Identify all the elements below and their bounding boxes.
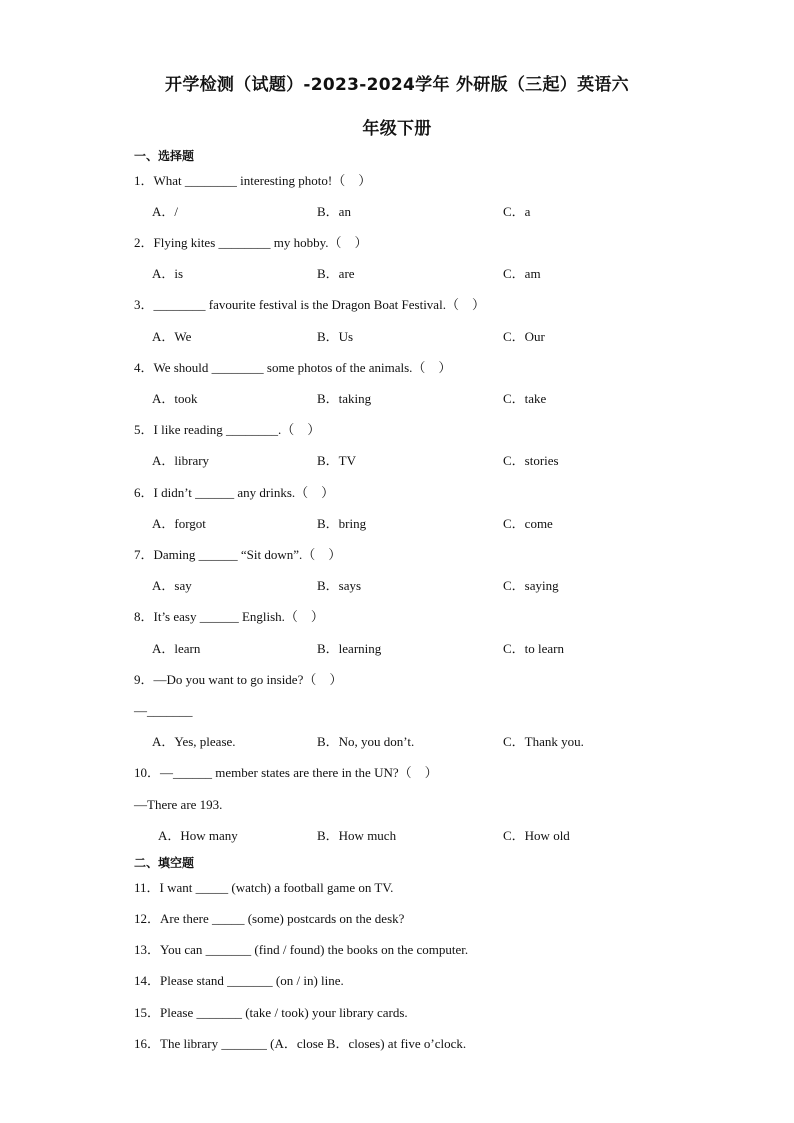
question-3-option-c: C．Our <box>503 329 545 344</box>
section-heading-choice: 一、选择题 <box>134 149 195 163</box>
question-3-option-a: A．We <box>152 329 192 344</box>
question-6-option-c: C．come <box>503 516 553 531</box>
question-9-option-b: B．No, you don’t. <box>317 734 415 749</box>
question-10-response-line: —There are 193. <box>134 797 223 812</box>
question-9-option-c: C．Thank you. <box>503 734 584 749</box>
question-12: 12．Are there _____ (some) postcards on the desk? <box>134 911 405 926</box>
question-4-option-c: C．take <box>503 391 547 406</box>
question-9-stem: 9．—Do you want to go inside?（ ） <box>134 672 343 687</box>
question-11: 11．I want _____ (watch) a football game on TV. <box>134 880 394 895</box>
question-2-option-b: B．are <box>317 266 355 281</box>
question-8-stem: 8．It’s easy ______ English.（ ） <box>134 609 324 624</box>
question-2-stem: 2．Flying kites ________ my hobby.（ ） <box>134 235 368 250</box>
question-1-stem: 1．What ________ interesting photo!（ ） <box>134 173 372 188</box>
question-9-response-line: —_______ <box>134 703 193 718</box>
question-7-option-b: B．says <box>317 578 362 593</box>
question-5-stem: 5．I like reading ________.（ ） <box>134 422 321 437</box>
question-4-stem: 4．We should ________ some photos of the animals.（ ） <box>134 360 452 375</box>
question-16: 16．The library _______ (A．close B．closes) at five o’clock. <box>134 1036 467 1051</box>
section-heading-fill: 二、填空题 <box>134 856 195 870</box>
question-15: 15．Please _______ (take / took) your library cards. <box>134 1005 408 1020</box>
question-6-option-b: B．bring <box>317 516 367 531</box>
question-6-stem: 6．I didn’t ______ any drinks.（ ） <box>134 485 335 500</box>
question-2-option-c: C．am <box>503 266 541 281</box>
page-title-line-1: 开学检测（试题）-2023-2024学年 外研版（三起）英语六 <box>165 75 629 95</box>
question-8-option-c: C．to learn <box>503 641 565 656</box>
question-14: 14．Please stand _______ (on / in) line. <box>134 973 344 988</box>
question-4-option-b: B．taking <box>317 391 372 406</box>
question-10-option-c: C．How old <box>503 828 570 843</box>
question-7-stem: 7．Daming ______ “Sit down”.（ ） <box>134 547 342 562</box>
question-5-option-b: B．TV <box>317 453 357 468</box>
question-8-option-a: A．learn <box>152 641 201 656</box>
question-10-option-b: B．How much <box>317 828 397 843</box>
question-1-option-c: C．a <box>503 204 531 219</box>
question-6-option-a: A．forgot <box>152 516 206 531</box>
question-7-option-c: C．saying <box>503 578 559 593</box>
question-1-option-a: A．/ <box>152 204 179 219</box>
question-3-stem: 3．________ favourite festival is the Dragon Boat Festival.（ ） <box>134 297 485 312</box>
question-8-option-b: B．learning <box>317 641 382 656</box>
question-3-option-b: B．Us <box>317 329 354 344</box>
question-2-option-a: A．is <box>152 266 184 281</box>
question-13: 13．You can _______ (find / found) the books on the computer. <box>134 942 469 957</box>
question-1-option-b: B．an <box>317 204 351 219</box>
question-9-option-a: A．Yes, please. <box>152 734 236 749</box>
question-5-option-c: C．stories <box>503 453 559 468</box>
page-title-line-2: 年级下册 <box>362 119 432 139</box>
question-10-stem: 10．—______ member states are there in the UN?（ ） <box>134 765 438 780</box>
question-7-option-a: A．say <box>152 578 192 593</box>
question-10-option-a: A．How many <box>158 828 238 843</box>
question-5-option-a: A．library <box>152 453 210 468</box>
question-4-option-a: A．took <box>152 391 198 406</box>
